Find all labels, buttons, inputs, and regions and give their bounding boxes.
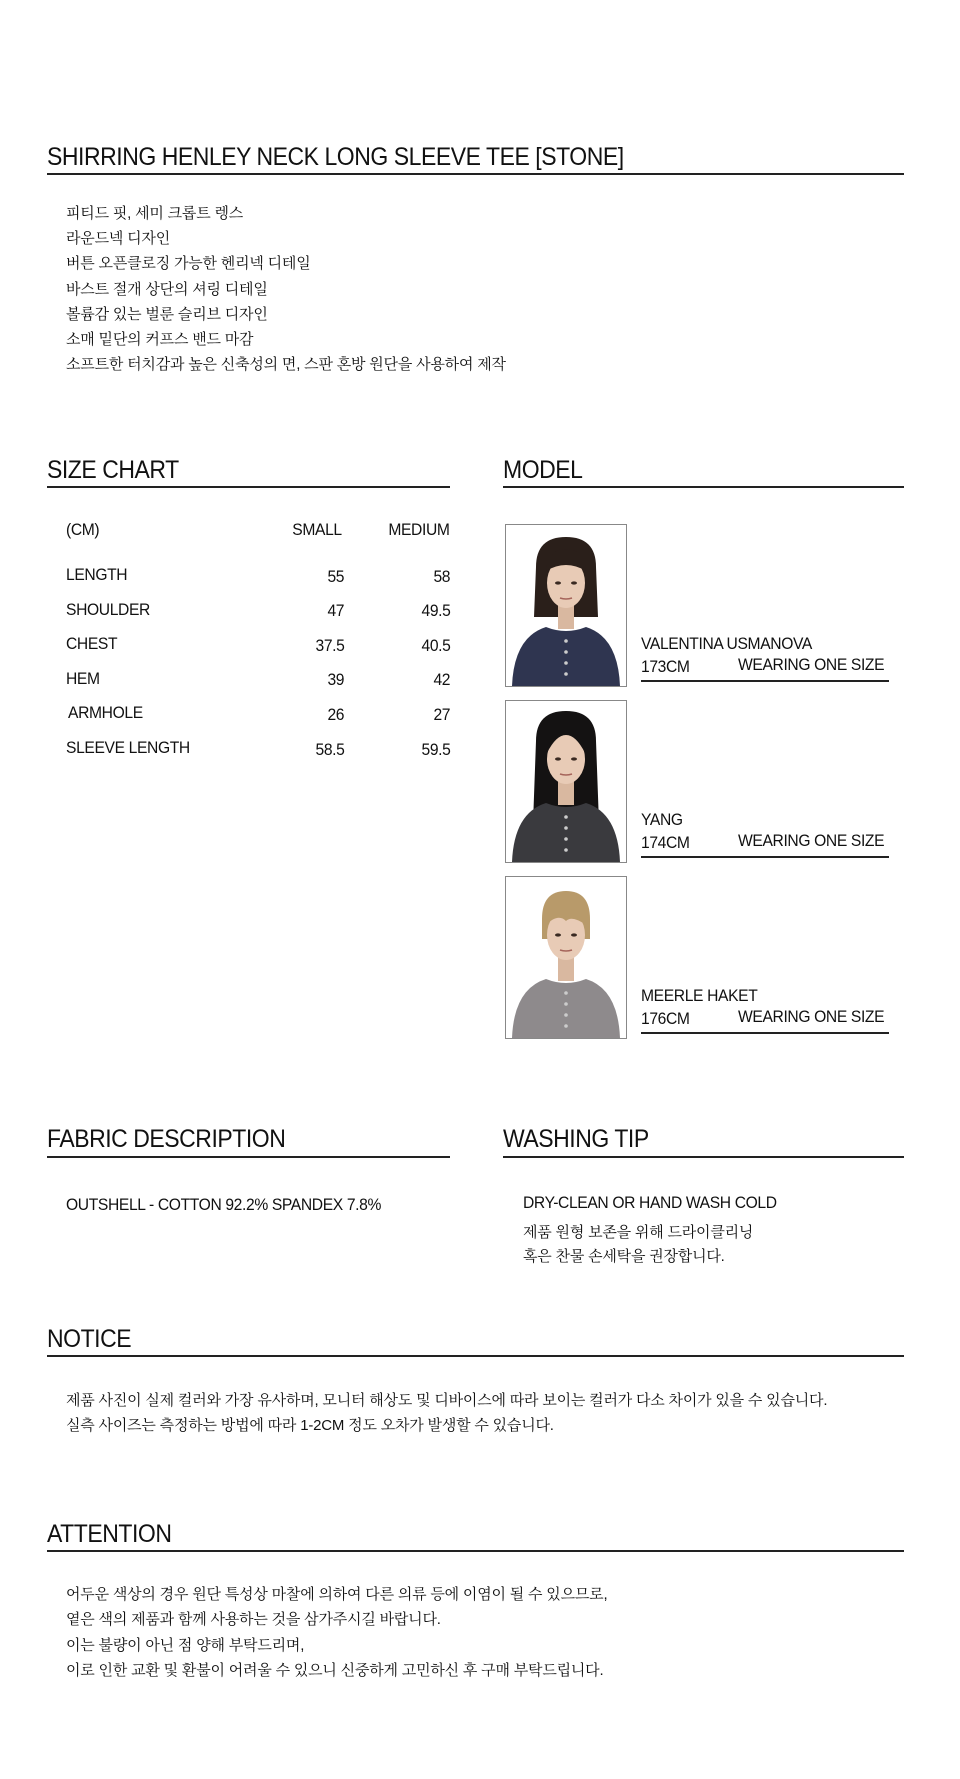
cell-small: 47 [327, 601, 344, 620]
top-shape [512, 627, 620, 686]
button-dot [564, 826, 568, 830]
cell-small: 26 [327, 705, 344, 724]
title-divider [47, 173, 904, 175]
model-divider [503, 486, 904, 488]
feature-item: 소매 밑단의 커프스 밴드 마감 [66, 331, 254, 348]
button-dot [564, 1024, 568, 1028]
model-photo [505, 700, 627, 863]
top-shape [512, 979, 620, 1038]
button-dot [564, 815, 568, 819]
cell-medium: 42 [433, 670, 450, 689]
model-wearing: WEARING ONE SIZE [738, 831, 885, 850]
cell-medium: 58 [433, 567, 450, 586]
cell-medium: 59.5 [421, 740, 450, 759]
model-wearing: WEARING ONE SIZE [738, 655, 885, 674]
notice-line: 제품 사진이 실제 컬러와 가장 유사하며, 모니터 해상도 및 디바이스에 따라 보이는 컬러가 다소 차이가 있을 수 있습니다. [66, 1392, 828, 1409]
model-divider-line [641, 680, 889, 682]
cell-medium: 40.5 [421, 636, 450, 655]
model-wearing: WEARING ONE SIZE [738, 1007, 885, 1026]
notice-line: 실측 사이즈는 측정하는 방법에 따라 1-2CM 정도 오차가 발생할 수 있습니다. [66, 1417, 554, 1434]
fabric-divider [47, 1156, 450, 1158]
button-dot [564, 848, 568, 852]
eye-shape [555, 933, 561, 936]
notice-divider [47, 1355, 904, 1357]
model-title: MODEL [503, 456, 583, 484]
model-photo [505, 524, 627, 687]
attention-line: 어두운 색상의 경우 원단 특성상 마찰에 의하여 다른 의류 등에 이염이 될 수 있으므로, [66, 1586, 608, 1603]
feature-item: 소프트한 터치감과 높은 신축성의 면, 스판 혼방 원단을 사용하여 제작 [66, 356, 506, 373]
eye-shape [571, 757, 577, 760]
unit-label: (CM) [66, 520, 100, 539]
attention-line: 이는 불량이 아닌 점 양해 부탁드리며, [66, 1637, 305, 1654]
cell-small: 39 [327, 670, 344, 689]
washing-line: DRY-CLEAN OR HAND WASH COLD [523, 1193, 777, 1212]
model-name: YANG [641, 810, 683, 829]
cell-small: 55 [327, 567, 344, 586]
row-label: CHEST [66, 634, 118, 653]
button-dot [564, 1002, 568, 1006]
model-divider-line [641, 1032, 889, 1034]
eye-shape [571, 581, 577, 584]
washing-title: WASHING TIP [503, 1125, 649, 1153]
washing-line: 제품 원형 보존을 위해 드라이클리닝 [523, 1224, 754, 1241]
row-label: LENGTH [66, 565, 128, 584]
model-name: VALENTINA USMANOVA [641, 634, 812, 653]
button-dot [564, 837, 568, 841]
feature-item: 피티드 핏, 세미 크롭트 렝스 [66, 205, 244, 222]
eye-shape [555, 757, 561, 760]
size-chart-title: SIZE CHART [47, 456, 179, 484]
row-label: SHOULDER [66, 600, 150, 619]
cell-medium: 27 [433, 705, 450, 724]
row-label: HEM [66, 669, 100, 688]
button-dot [564, 991, 568, 995]
attention-line: 옅은 색의 제품과 함께 사용하는 것을 삼가주시길 바랍니다. [66, 1611, 441, 1628]
column-header-small: SMALL [292, 520, 342, 539]
notice-title: NOTICE [47, 1325, 132, 1353]
button-dot [564, 650, 568, 654]
cell-medium: 49.5 [421, 601, 450, 620]
button-dot [564, 1013, 568, 1017]
fabric-text: OUTSHELL - COTTON 92.2% SPANDEX 7.8% [66, 1195, 382, 1214]
fabric-title: FABRIC DESCRIPTION [47, 1125, 286, 1153]
cell-small: 37.5 [315, 636, 344, 655]
product-title: SHIRRING HENLEY NECK LONG SLEEVE TEE [STONE] [47, 143, 624, 171]
top-shape [512, 803, 620, 862]
feature-item: 바스트 절개 상단의 셔링 디테일 [66, 281, 268, 298]
column-header-medium: MEDIUM [388, 520, 450, 539]
washing-divider [503, 1156, 904, 1158]
attention-line: 이로 인한 교환 및 환불이 어려울 수 있으니 신중하게 고민하신 후 구매 부탁드립니다. [66, 1662, 604, 1679]
eye-shape [555, 581, 561, 584]
model-height: 173CM [641, 657, 690, 676]
feature-item: 볼륨감 있는 벌룬 슬리브 디자인 [66, 306, 268, 323]
row-label: SLEEVE LENGTH [66, 738, 190, 757]
model-height: 176CM [641, 1009, 690, 1028]
model-photo [505, 876, 627, 1039]
button-dot [564, 661, 568, 665]
size-chart-divider [47, 486, 450, 488]
attention-title: ATTENTION [47, 1520, 172, 1548]
row-label: ARMHOLE [68, 703, 143, 722]
button-dot [564, 672, 568, 676]
model-divider-line [641, 856, 889, 858]
washing-line: 혹은 찬물 손세탁을 권장합니다. [523, 1248, 725, 1265]
cell-small: 58.5 [315, 740, 344, 759]
feature-item: 버튼 오픈클로징 가능한 헨리넥 디테일 [66, 255, 311, 272]
feature-item: 라운드넥 디자인 [66, 230, 170, 247]
button-dot [564, 639, 568, 643]
attention-divider [47, 1550, 904, 1552]
eye-shape [571, 933, 577, 936]
model-name: MEERLE HAKET [641, 986, 758, 1005]
model-height: 174CM [641, 833, 690, 852]
